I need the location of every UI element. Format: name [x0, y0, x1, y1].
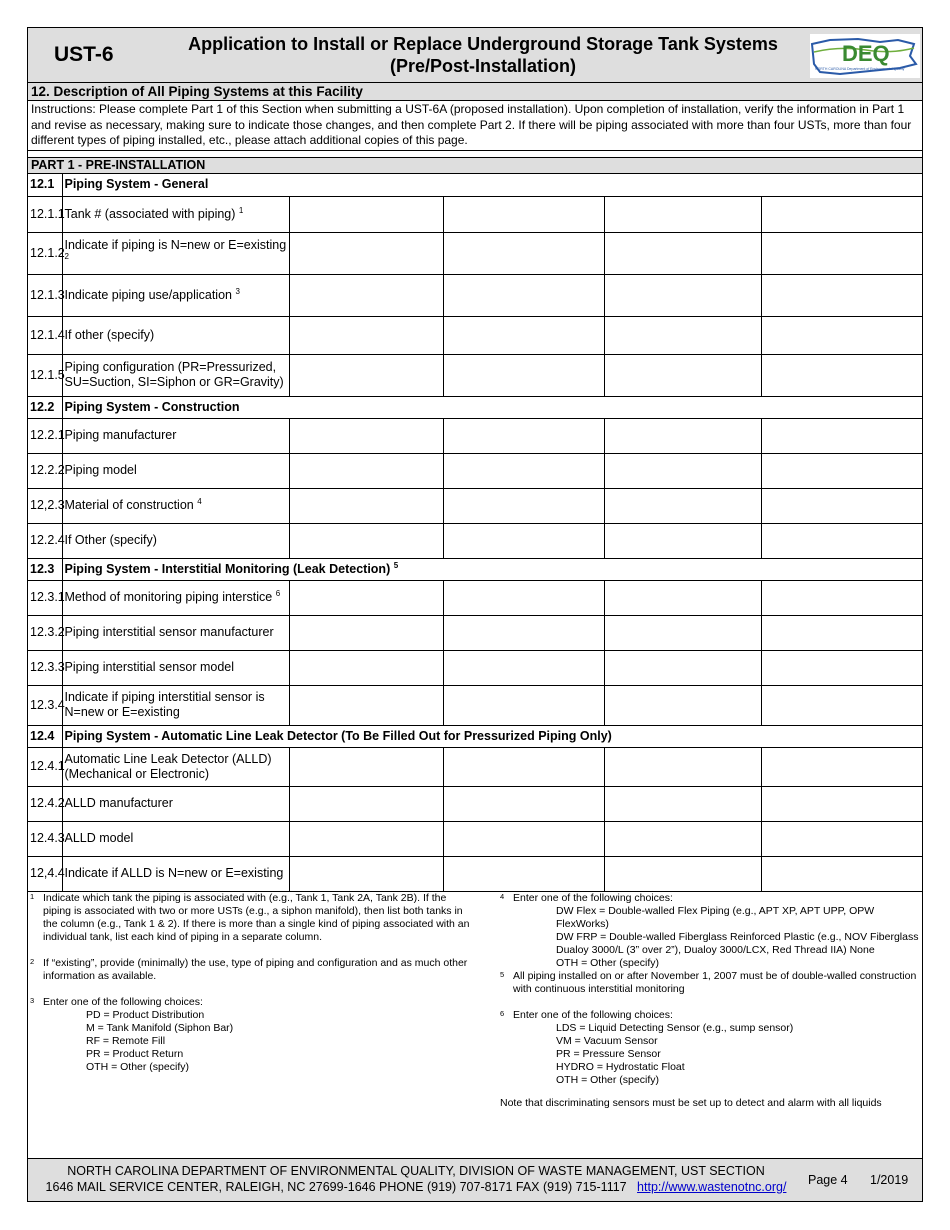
- entry-cell-tank-column-1[interactable]: [289, 821, 443, 856]
- footnotes-left: [30, 892, 470, 1074]
- footnote-mark: 5: [500, 970, 505, 979]
- table-row: [28, 786, 922, 821]
- form-header: [28, 28, 922, 83]
- item-number: 12.4.1: [28, 747, 62, 786]
- section-number: 12.1: [28, 174, 62, 196]
- entry-cell-tank-column-4[interactable]: [761, 274, 922, 316]
- entry-cell-tank-column-2[interactable]: [443, 196, 604, 232]
- choice-item: DW FRP = Double-walled Fiberglass Reinforced Plastic (e.g., NOV Fiberglass Dualoy 3000/L (3” over 2”), Dualoy 3000/LCX, Red Thread IIA) None: [556, 931, 919, 956]
- footnote-2: [30, 957, 470, 983]
- form-title-line2: (Pre/Post-Installation): [389, 56, 577, 76]
- item-label: [62, 821, 289, 856]
- logo-subtext: NORTH CAROLINA Department of Environmental Quality: [815, 67, 905, 71]
- choice-item: DW Flex = Double-walled Flex Piping (e.g., APT XP, APT UPP, OPW FlexWorks): [556, 905, 875, 930]
- entry-cell-tank-column-1[interactable]: [289, 316, 443, 354]
- entry-cell-tank-column-2[interactable]: [443, 316, 604, 354]
- item-number: 12.4.3: [28, 821, 62, 856]
- footnote-mark: 2: [30, 957, 35, 966]
- section-heading-text: Piping System - Automatic Line Leak Detector (To Be Filled Out for Pressurized Piping Only): [64, 728, 612, 743]
- item-label: [62, 274, 289, 316]
- entry-cell-tank-column-3[interactable]: [604, 488, 761, 523]
- entry-cell-tank-column-3[interactable]: [604, 856, 761, 891]
- item-label-text: Piping model: [64, 463, 137, 477]
- footnote-ref: 2: [64, 251, 69, 261]
- entry-cell-tank-column-4[interactable]: [761, 786, 922, 821]
- item-number: 12.3.4: [28, 685, 62, 725]
- section-heading: [62, 725, 922, 747]
- entry-cell-tank-column-1[interactable]: [289, 580, 443, 615]
- item-label-text: Piping configuration (PR=Pressurized, SU=Suction, SI=Siphon or GR=Gravity): [64, 360, 284, 389]
- entry-cell-tank-column-3[interactable]: [604, 196, 761, 232]
- footnote-ref: 5: [393, 560, 399, 570]
- page-number: Page 4: [808, 1173, 848, 1187]
- item-label-text: Piping interstitial sensor model: [64, 660, 235, 674]
- table-row: [28, 316, 922, 354]
- item-number: 12.1.3: [28, 274, 62, 316]
- table-row: [28, 274, 922, 316]
- item-label: [62, 747, 289, 786]
- item-number: 12.2.1: [28, 418, 62, 453]
- entry-cell-tank-column-4[interactable]: [761, 523, 922, 558]
- entry-cell-tank-column-3[interactable]: [604, 232, 761, 274]
- item-label: [62, 523, 289, 558]
- entry-cell-tank-column-4[interactable]: [761, 821, 922, 856]
- logo-text: DEQ: [842, 41, 890, 66]
- entry-cell-tank-column-3[interactable]: [604, 316, 761, 354]
- footnote-1: [30, 892, 470, 944]
- item-number: 12.2.2: [28, 453, 62, 488]
- footnote-text: Enter one of the following choices:: [43, 996, 203, 1008]
- item-number: 12.3.2: [28, 615, 62, 650]
- footnote-4-choices: [500, 905, 920, 970]
- footnote-ref: 3: [235, 286, 240, 296]
- section-heading: [62, 558, 922, 580]
- item-number: 12.2.4: [28, 523, 62, 558]
- table-row: [28, 821, 922, 856]
- entry-cell-tank-column-4[interactable]: [761, 354, 922, 396]
- form-date: 1/2019: [870, 1173, 909, 1187]
- entry-cell-tank-column-2[interactable]: [443, 580, 604, 615]
- choice-item: OTH = Other (specify): [86, 1061, 189, 1073]
- item-label-text: ALLD model: [64, 831, 134, 845]
- footnote-mark: 3: [30, 996, 35, 1005]
- entry-cell-tank-column-4[interactable]: [761, 232, 922, 274]
- entry-cell-tank-column-1[interactable]: [289, 418, 443, 453]
- item-label: [62, 354, 289, 396]
- item-label-text: Method of monitoring piping interstice: [64, 590, 273, 604]
- item-label: [62, 856, 289, 891]
- item-label-text: Piping interstitial sensor manufacturer: [64, 625, 274, 639]
- choice-item: PD = Product Distribution: [86, 1009, 205, 1021]
- entry-cell-tank-column-2[interactable]: [443, 615, 604, 650]
- form-title: [148, 33, 818, 77]
- section-title: 12. Description of All Piping Systems at this Facility: [28, 83, 922, 101]
- section-number: 12.2: [28, 396, 62, 418]
- item-label-text: Material of construction: [64, 498, 194, 512]
- footnote-ref: 4: [197, 496, 202, 506]
- entry-cell-tank-column-2[interactable]: [443, 650, 604, 685]
- footnote-text: If “existing”, provide (minimally) the use, type of piping and configuration and as much other information as available.: [43, 957, 468, 982]
- item-number: 12,4.4: [28, 856, 62, 891]
- footer-line1: NORTH CAROLINA DEPARTMENT OF ENVIRONMENTAL QUALITY, DIVISION OF WASTE MANAGEMENT, UST SECTION: [67, 1164, 765, 1178]
- piping-table: [28, 174, 922, 892]
- footnote-4: [500, 892, 920, 905]
- entry-cell-tank-column-4[interactable]: [761, 453, 922, 488]
- entry-cell-tank-column-3[interactable]: [604, 354, 761, 396]
- item-label: [62, 786, 289, 821]
- choice-item: LDS = Liquid Detecting Sensor (e.g., sump sensor): [556, 1022, 794, 1034]
- item-label: [62, 196, 289, 232]
- item-number: 12.1.4: [28, 316, 62, 354]
- section-heading-text: Piping System - General: [64, 177, 209, 192]
- item-label: [62, 685, 289, 725]
- item-label: [62, 488, 289, 523]
- item-label: [62, 580, 289, 615]
- item-number: 12.1.5: [28, 354, 62, 396]
- entry-cell-tank-column-4[interactable]: [761, 316, 922, 354]
- entry-cell-tank-column-2[interactable]: [443, 354, 604, 396]
- entry-cell-tank-column-3[interactable]: [604, 615, 761, 650]
- entry-cell-tank-column-1[interactable]: [289, 274, 443, 316]
- entry-cell-tank-column-2[interactable]: [443, 274, 604, 316]
- entry-cell-tank-column-2[interactable]: [443, 523, 604, 558]
- choice-item: RF = Remote Fill: [86, 1035, 166, 1047]
- item-label: [62, 316, 289, 354]
- section-heading-text: Piping System - Interstitial Monitoring (Leak Detection): [64, 561, 391, 576]
- entry-cell-tank-column-1[interactable]: [289, 685, 443, 725]
- entry-cell-tank-column-3[interactable]: [604, 747, 761, 786]
- footnote-6-choices: [500, 1022, 920, 1087]
- table-row: [28, 523, 922, 558]
- entry-cell-tank-column-3[interactable]: [604, 821, 761, 856]
- item-number: 12.1.1: [28, 196, 62, 232]
- form-id: UST-6: [54, 43, 114, 66]
- choice-item: VM = Vacuum Sensor: [556, 1035, 658, 1047]
- entry-cell-tank-column-2[interactable]: [443, 232, 604, 274]
- item-label-text: Tank # (associated with piping): [64, 206, 236, 221]
- choice-item: OTH = Other (specify): [556, 1074, 659, 1086]
- entry-cell-tank-column-4[interactable]: [761, 615, 922, 650]
- item-label-text: Piping manufacturer: [64, 428, 177, 442]
- item-number: 12.3.3: [28, 650, 62, 685]
- entry-cell-tank-column-4[interactable]: [761, 580, 922, 615]
- item-label-text: If Other (specify): [64, 533, 157, 547]
- part-title: PART 1 - PRE-INSTALLATION: [28, 157, 922, 174]
- entry-cell-tank-column-1[interactable]: [289, 354, 443, 396]
- footnote-6: [500, 1009, 920, 1022]
- entry-cell-tank-column-1[interactable]: [289, 747, 443, 786]
- entry-cell-tank-column-4[interactable]: [761, 488, 922, 523]
- entry-cell-tank-column-3[interactable]: [604, 274, 761, 316]
- footer-line2: [36, 1180, 796, 1196]
- table-row: [28, 418, 922, 453]
- item-label: [62, 650, 289, 685]
- item-label-text: Indicate if piping interstitial sensor is N=new or E=existing: [64, 690, 265, 719]
- entry-cell-tank-column-4[interactable]: [761, 196, 922, 232]
- item-number: 12.3.1: [28, 580, 62, 615]
- instructions: Instructions: Please complete Part 1 of this Section when submitting a UST-6A (proposed installation). Upon completion of installation, verify the information in Part 1 and revise as necessary, making sure to indicate those changes, and then complete Part 2. If there will be piping associated with more than four USTs, more than four different types of piping installed, etc., please attach additional copies of this page.: [28, 101, 922, 151]
- table-row: [28, 354, 922, 396]
- section-header-row: [28, 396, 922, 418]
- entry-cell-tank-column-1[interactable]: [289, 615, 443, 650]
- footnote-3-choices: [30, 1009, 470, 1074]
- entry-cell-tank-column-2[interactable]: [443, 821, 604, 856]
- item-label: [62, 418, 289, 453]
- page-footer: [28, 1158, 922, 1201]
- form-title-line1: Application to Install or Replace Underground Storage Tank Systems: [188, 34, 778, 54]
- footnotes-right: [500, 892, 920, 1110]
- footnote-text: Enter one of the following choices:: [513, 892, 673, 904]
- entry-cell-tank-column-3[interactable]: [604, 650, 761, 685]
- entry-cell-tank-column-1[interactable]: [289, 856, 443, 891]
- entry-cell-tank-column-4[interactable]: [761, 418, 922, 453]
- table-row: [28, 685, 922, 725]
- item-label: [62, 232, 289, 274]
- footnote-mark: 6: [500, 1009, 505, 1018]
- entry-cell-tank-column-3[interactable]: [604, 523, 761, 558]
- entry-cell-tank-column-2[interactable]: [443, 488, 604, 523]
- entry-cell-tank-column-3[interactable]: [604, 685, 761, 725]
- footer-address: [36, 1164, 796, 1195]
- choice-item: PR = Pressure Sensor: [556, 1048, 661, 1060]
- footnote-text: Enter one of the following choices:: [513, 1009, 673, 1021]
- section-number: 12.3: [28, 558, 62, 580]
- item-label: [62, 615, 289, 650]
- sensor-note: Note that discriminating sensors must be set up to detect and alarm with all liquids: [500, 1097, 882, 1109]
- footnote-mark: 4: [500, 892, 505, 901]
- section-heading-text: Piping System - Construction: [64, 399, 240, 414]
- entry-cell-tank-column-1[interactable]: [289, 786, 443, 821]
- item-label-text: If other (specify): [64, 327, 155, 342]
- entry-cell-tank-column-1[interactable]: [289, 232, 443, 274]
- section-header-row: [28, 558, 922, 580]
- footnote-ref: 1: [238, 205, 244, 215]
- item-number: 12.4.2: [28, 786, 62, 821]
- table-row: [28, 232, 922, 274]
- entry-cell-tank-column-2[interactable]: [443, 747, 604, 786]
- footnote-text: All piping installed on or after November 1, 2007 must be of double-walled construction with continuous interstitial monitoring: [513, 970, 917, 995]
- choice-item: OTH = Other (specify): [556, 957, 659, 969]
- entry-cell-tank-column-1[interactable]: [289, 196, 443, 232]
- entry-cell-tank-column-3[interactable]: [604, 453, 761, 488]
- entry-cell-tank-column-2[interactable]: [443, 856, 604, 891]
- entry-cell-tank-column-4[interactable]: [761, 856, 922, 891]
- entry-cell-tank-column-3[interactable]: [604, 786, 761, 821]
- entry-cell-tank-column-4[interactable]: [761, 747, 922, 786]
- item-label: [62, 453, 289, 488]
- website-link[interactable]: http://www.wastenotnc.org/: [637, 1179, 787, 1194]
- entry-cell-tank-column-1[interactable]: [289, 488, 443, 523]
- section-heading: [62, 174, 922, 196]
- table-row: [28, 580, 922, 615]
- section-header-row: [28, 174, 922, 196]
- footnote-ref: 6: [275, 588, 281, 598]
- entry-cell-tank-column-2[interactable]: [443, 453, 604, 488]
- item-label-text: Automatic Line Leak Detector (ALLD) (Mechanical or Electronic): [64, 751, 272, 781]
- choice-item: HYDRO = Hydrostatic Float: [556, 1061, 685, 1073]
- item-label-text: Indicate if piping is N=new or E=existing: [64, 238, 287, 252]
- entry-cell-tank-column-3[interactable]: [604, 418, 761, 453]
- table-row: [28, 747, 922, 786]
- choice-item: M = Tank Manifold (Siphon Bar): [86, 1022, 234, 1034]
- item-label-text: Indicate piping use/application: [64, 287, 232, 302]
- entry-cell-tank-column-4[interactable]: [761, 685, 922, 725]
- deq-logo: [810, 34, 920, 78]
- section-header-row: [28, 725, 922, 747]
- footnote-5: [500, 970, 920, 996]
- section-heading: [62, 396, 922, 418]
- entry-cell-tank-column-4[interactable]: [761, 650, 922, 685]
- entry-cell-tank-column-1[interactable]: [289, 523, 443, 558]
- table-row: [28, 488, 922, 523]
- entry-cell-tank-column-2[interactable]: [443, 685, 604, 725]
- item-number: 12,2.3: [28, 488, 62, 523]
- item-number: 12.1.2: [28, 232, 62, 274]
- entry-cell-tank-column-2[interactable]: [443, 786, 604, 821]
- footnote-text: Indicate which tank the piping is associated with (e.g., Tank 1, Tank 2A, Tank 2B). If the piping is associated with two or more USTs (e.g., a siphon manifold), then list both tanks in the column (e.g., Tank 1 & 2). If there is more than a single kind of piping associated with an individual tank, list each kind of piping in a separate column.: [43, 892, 470, 943]
- table-row: [28, 453, 922, 488]
- entry-cell-tank-column-1[interactable]: [289, 453, 443, 488]
- item-label-text: Indicate if ALLD is N=new or E=existing: [64, 866, 284, 880]
- item-label-text: ALLD manufacturer: [64, 796, 173, 810]
- table-row: [28, 196, 922, 232]
- footer-contact: 1646 MAIL SERVICE CENTER, RALEIGH, NC 27699-1646 PHONE (919) 707-8171 FAX (919) 715-1117: [45, 1179, 627, 1194]
- table-row: [28, 650, 922, 685]
- footnote-3: [30, 996, 470, 1009]
- entry-cell-tank-column-1[interactable]: [289, 650, 443, 685]
- choice-item: PR = Product Return: [86, 1048, 184, 1060]
- form-page: [27, 27, 923, 1202]
- table-row: [28, 615, 922, 650]
- section-number: 12.4: [28, 725, 62, 747]
- entry-cell-tank-column-3[interactable]: [604, 580, 761, 615]
- entry-cell-tank-column-2[interactable]: [443, 418, 604, 453]
- footnote-mark: 1: [30, 892, 35, 901]
- table-row: [28, 856, 922, 891]
